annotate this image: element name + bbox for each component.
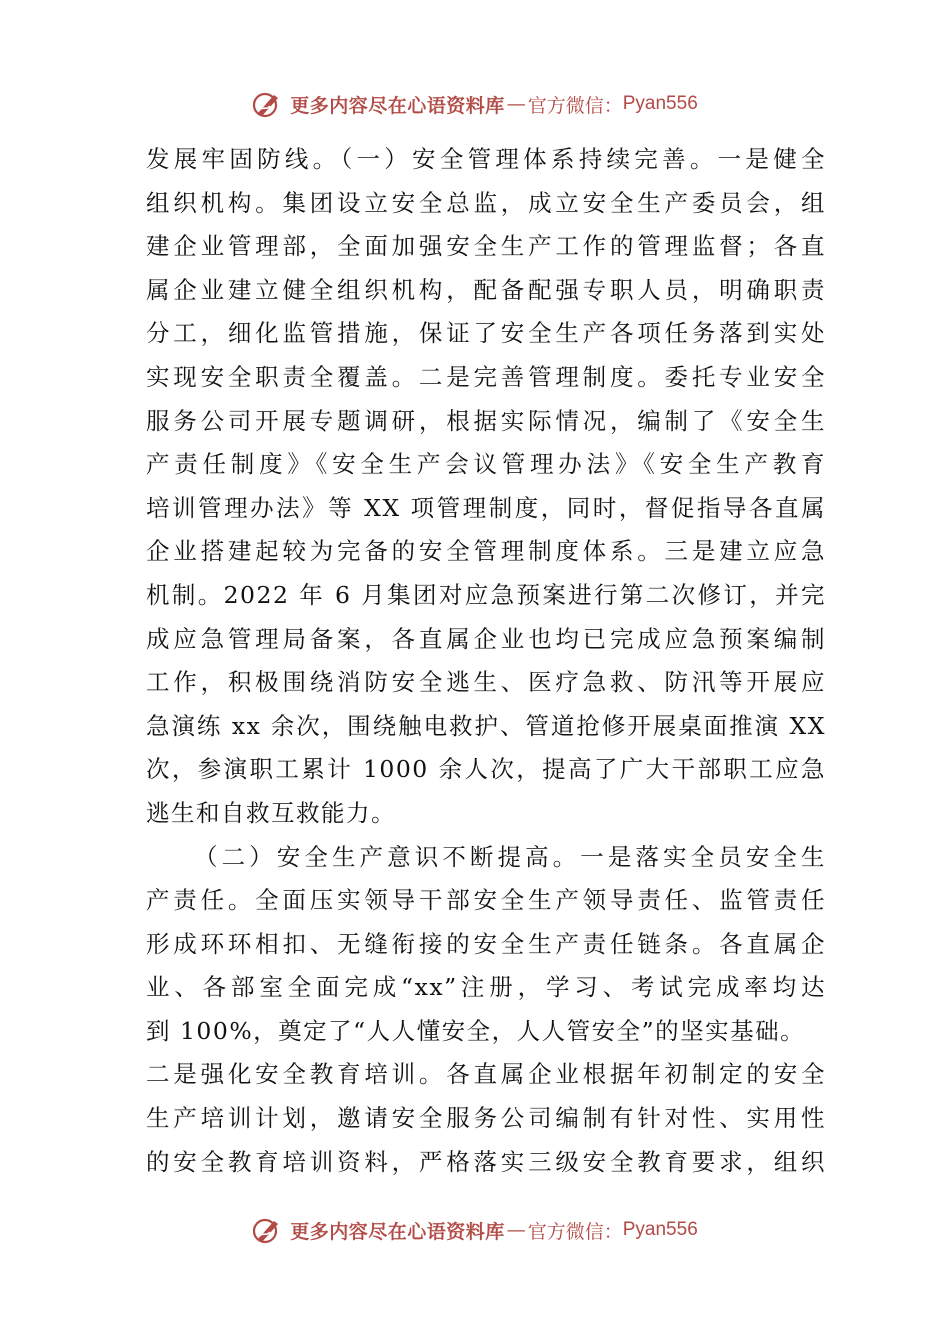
banner-contact-label: 官方微信： [527, 1220, 623, 1243]
text-line: 培训管理办法》等 XX 项管理制度，同时，督促指导各直属 [146, 493, 826, 522]
pen-logo-icon [252, 89, 282, 119]
text-line: 的安全教育培训资料，严格落实三级安全教育要求，组织 [146, 1147, 826, 1176]
text-line: 实现安全职责全覆盖。二是完善管理制度。委托专业安全 [146, 362, 826, 391]
text-line: 形成环环相扣、无缝衔接的安全生产责任链条。各直属企 [146, 929, 826, 958]
text-line: 产责任。全面压实领导干部安全生产领导责任、监管责任 [146, 886, 826, 915]
text-line: 逃生和自救互救能力。 [146, 798, 396, 827]
text-line: 企业搭建起较为完备的安全管理制度体系。三是建立应急 [146, 537, 826, 566]
text-line: 建企业管理部，全面加强安全生产工作的管理监督；各直 [146, 232, 826, 261]
text-line: 成应急管理局备案，各直属企业也均已完成应急预案编制 [146, 624, 826, 653]
text-line: 急演练 xx 余次，围绕触电救护、管道抢修开展桌面推演 XX [146, 711, 826, 740]
text-line: 到 100%，奠定了“人人懂安全，人人管安全”的坚实基础。 [146, 1016, 806, 1045]
text-line: 服务公司开展专题调研，根据实际情况，编制了《安全生 [146, 406, 826, 435]
text-line: 二是强化安全教育培训。各直属企业根据年初制定的安全 [146, 1060, 826, 1089]
text-line: 工作，积极围绕消防安全逃生、医疗急救、防汛等开展应 [146, 668, 826, 697]
banner-separator: — [506, 93, 526, 115]
header-banner [0, 86, 950, 122]
banner-brand-text: 更多内容尽在心语资料库 [290, 1220, 505, 1243]
banner-contact-label: 官方微信： [527, 94, 623, 117]
text-line: 产责任制度》《安全生产会议管理办法》《安全生产教育 [146, 450, 826, 479]
document-body [146, 138, 826, 1184]
text-line: 属企业建立健全组织机构，配备配强专职人员，明确职责 [146, 275, 826, 304]
banner-brand-text: 更多内容尽在心语资料库 [290, 94, 505, 117]
text-line: 机制。2022 年 6 月集团对应急预案进行第二次修订，并完 [146, 580, 826, 609]
banner-wechat-id: Pyan556 [622, 93, 698, 114]
text-line: 分工，细化监管措施，保证了安全生产各项任务落到实处 [146, 319, 826, 348]
text-line: 次，参演职工累计 1000 余人次，提高了广大干部职工应急 [146, 755, 826, 784]
footer-banner [0, 1212, 950, 1248]
text-line: 组织机构。集团设立安全总监，成立安全生产委员会，组 [146, 188, 826, 217]
text-line: 业、各部室全面完成“xx”注册，学习、考试完成率均达 [146, 973, 826, 1002]
banner-separator: — [506, 1219, 526, 1241]
section-heading-line: （二）安全生产意识不断提高。一是落实全员安全生 [194, 842, 826, 871]
banner-wechat-id: Pyan556 [622, 1219, 698, 1240]
pen-logo-icon [252, 1215, 282, 1245]
text-line: 发展牢固防线。（一）安全管理体系持续完善。一是健全 [146, 145, 826, 173]
text-line: 生产培训计划，邀请安全服务公司编制有针对性、实用性 [146, 1104, 826, 1133]
